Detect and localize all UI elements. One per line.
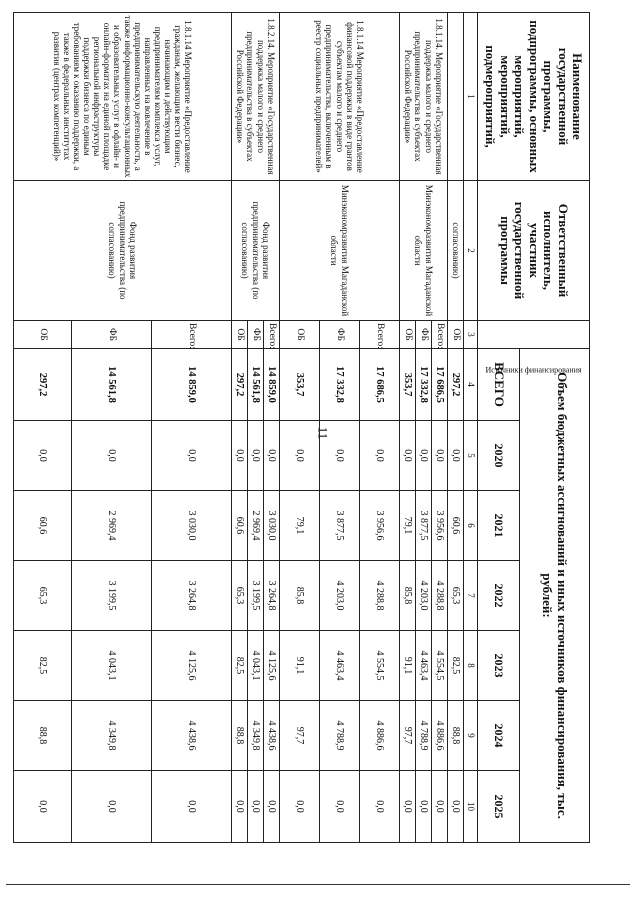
row-executor: Фонд развития предпринимательства (по согласованию)	[14, 181, 232, 321]
row-total: 17 686,5	[432, 349, 448, 421]
row-value: 79,1	[280, 491, 320, 561]
row-executor: Фонд развития предпринимательства (по согласованию)	[232, 181, 280, 321]
row-source: Всего:	[152, 321, 232, 349]
row-value: 0,0	[416, 421, 432, 491]
column-number: 2	[464, 181, 478, 321]
row-value: 0,0	[432, 421, 448, 491]
row-value: 0,0	[248, 421, 264, 491]
row-value: 65,3	[232, 561, 248, 631]
row-source: ФБ	[320, 321, 360, 349]
table-row	[432, 13, 448, 843]
row-source: ОБ	[232, 321, 248, 349]
row-source: ФБ	[72, 321, 152, 349]
row-value: 4 554,5	[360, 631, 400, 701]
header-name: Наименование государственной программы, подпрограммы, основных мероприятий, мероприятий, подмероприятий,	[478, 13, 590, 181]
table-row	[360, 13, 400, 843]
header-source: Источники финансирования	[478, 321, 590, 349]
page-number: 11	[315, 426, 331, 440]
row-value: 4 886,6	[360, 701, 400, 771]
row-value: 0,0	[400, 421, 416, 491]
row-value: 88,8	[14, 701, 72, 771]
row-executor: согласованию)	[448, 181, 464, 321]
column-number: 3	[464, 321, 478, 349]
row-source: ФБ	[248, 321, 264, 349]
row-name	[448, 13, 464, 181]
row-executor: Минэкономразвития Магаданской области	[280, 181, 400, 321]
row-value: 4 349,8	[72, 701, 152, 771]
row-value: 82,5	[232, 631, 248, 701]
row-value: 3 877,5	[416, 491, 432, 561]
row-value: 0,0	[232, 771, 248, 843]
row-value: 0,0	[264, 421, 280, 491]
row-name: 1.8.1.14 Мероприятие «Предоставление финансовой поддержки в виде грантов субъектам малого и среднего предпринимательства, включенным в реестр социальных предпринимателей»	[280, 13, 400, 181]
row-value: 3 264,8	[264, 561, 280, 631]
budget-table	[13, 12, 590, 843]
row-value: 91,1	[400, 631, 416, 701]
bottom-rule	[6, 884, 630, 885]
row-value: 4 463,4	[320, 631, 360, 701]
row-value: 0,0	[72, 421, 152, 491]
row-value: 3 199,5	[248, 561, 264, 631]
row-value: 85,8	[400, 561, 416, 631]
header-year: 2023	[478, 631, 520, 701]
column-number: 7	[464, 561, 478, 631]
row-value: 4 886,6	[432, 701, 448, 771]
header-budget: Объем бюджетных ассигнований и иных источников финансирования, тыс. рублей:	[520, 349, 590, 843]
row-value: 4 349,8	[248, 701, 264, 771]
row-value: 4 125,6	[152, 631, 232, 701]
row-value: 0,0	[360, 771, 400, 843]
row-value: 60,6	[232, 491, 248, 561]
row-value: 3 956,6	[360, 491, 400, 561]
row-source: ОБ	[448, 321, 464, 349]
row-source: Всего:	[360, 321, 400, 349]
row-value: 4 043,1	[248, 631, 264, 701]
row-value: 4 203,0	[416, 561, 432, 631]
row-total: 353,7	[400, 349, 416, 421]
row-value: 0,0	[320, 771, 360, 843]
row-value: 4 288,8	[432, 561, 448, 631]
header-year: 2025	[478, 771, 520, 843]
row-value: 0,0	[320, 421, 360, 491]
row-source: ОБ	[400, 321, 416, 349]
row-value: 0,0	[360, 421, 400, 491]
row-value: 4 125,6	[264, 631, 280, 701]
row-total: 14 859,0	[264, 349, 280, 421]
table-row	[448, 13, 464, 843]
row-value: 4 043,1	[72, 631, 152, 701]
row-value: 0,0	[14, 771, 72, 843]
row-value: 0,0	[264, 771, 280, 843]
row-value: 2 969,4	[248, 491, 264, 561]
row-total: 353,7	[280, 349, 320, 421]
column-number: 1	[464, 13, 478, 181]
table-row	[264, 13, 280, 843]
row-source: Всего:	[264, 321, 280, 349]
row-total: 297,2	[14, 349, 72, 421]
row-name: 1.8.2.14. Мероприятие «Государственная поддержка малого и среднего предпринимательства в субъектах Российской Федерации»	[232, 13, 280, 181]
header-year: 2022	[478, 561, 520, 631]
column-number: 8	[464, 631, 478, 701]
header-year: 2021	[478, 491, 520, 561]
row-value: 82,5	[448, 631, 464, 701]
row-name: 1.8.1.14. Мероприятие «Государственная поддержка малого и среднего предпринимательства в субъектах Российской Федерации»	[400, 13, 448, 181]
row-value: 60,6	[448, 491, 464, 561]
column-number: 9	[464, 701, 478, 771]
row-value: 79,1	[400, 491, 416, 561]
row-value: 3 199,5	[72, 561, 152, 631]
row-value: 91,1	[280, 631, 320, 701]
row-value: 3 877,5	[320, 491, 360, 561]
row-value: 3 264,8	[152, 561, 232, 631]
row-value: 60,6	[14, 491, 72, 561]
table-row	[152, 13, 232, 843]
column-number: 6	[464, 491, 478, 561]
row-value: 0,0	[280, 771, 320, 843]
header-year: 2020	[478, 421, 520, 491]
row-value: 0,0	[400, 771, 416, 843]
row-value: 82,5	[14, 631, 72, 701]
row-value: 0,0	[448, 421, 464, 491]
row-total: 297,2	[232, 349, 248, 421]
header-year: 2024	[478, 701, 520, 771]
row-value: 0,0	[280, 421, 320, 491]
row-value: 2 969,4	[72, 491, 152, 561]
row-value: 0,0	[152, 421, 232, 491]
row-value: 4 788,9	[416, 701, 432, 771]
row-total: 14 859,0	[152, 349, 232, 421]
row-value: 0,0	[248, 771, 264, 843]
row-value: 85,8	[280, 561, 320, 631]
row-source: ОБ	[14, 321, 72, 349]
row-total: 297,2	[448, 349, 464, 421]
row-total: 14 561,8	[72, 349, 152, 421]
row-value: 0,0	[448, 771, 464, 843]
row-value: 0,0	[14, 421, 72, 491]
column-number: 4	[464, 349, 478, 421]
row-executor: Минэкономразвития Магаданской области	[400, 181, 448, 321]
row-total: 14 561,8	[248, 349, 264, 421]
row-value: 3 030,0	[152, 491, 232, 561]
row-total: 17 332,8	[416, 349, 432, 421]
column-number: 5	[464, 421, 478, 491]
row-value: 4 463,4	[416, 631, 432, 701]
row-value: 4 554,5	[432, 631, 448, 701]
row-source: ФБ	[416, 321, 432, 349]
row-value: 65,3	[448, 561, 464, 631]
row-value: 3 030,0	[264, 491, 280, 561]
rotated-table-container	[37, 12, 590, 842]
row-value: 4 438,6	[264, 701, 280, 771]
row-value: 88,8	[232, 701, 248, 771]
row-value: 97,7	[280, 701, 320, 771]
row-value: 3 956,6	[432, 491, 448, 561]
row-value: 4 203,0	[320, 561, 360, 631]
row-value: 0,0	[152, 771, 232, 843]
row-value: 0,0	[72, 771, 152, 843]
row-value: 65,3	[14, 561, 72, 631]
row-value: 4 288,8	[360, 561, 400, 631]
row-value: 97,7	[400, 701, 416, 771]
row-value: 4 438,6	[152, 701, 232, 771]
row-total: 17 332,8	[320, 349, 360, 421]
row-source: ОБ	[280, 321, 320, 349]
row-value: 4 788,9	[320, 701, 360, 771]
row-source: Всего:	[432, 321, 448, 349]
row-value: 88,8	[448, 701, 464, 771]
row-value: 0,0	[416, 771, 432, 843]
row-total: 17 686,5	[360, 349, 400, 421]
row-name: 1.8.1.14 Мероприятие «Предоставление гражданам, желающим вести бизнес, начинающим и действующим предпринимателям комплекса услуг, направленных на вовлечение в предпринимательскую деятельность, а также информационно-консультационных и образовательных услуг в офлайн- и онлайн-форматах на единой площадке региональной инфраструктуры поддержки бизнеса по единым требованиям к оказанию поддержки, а также в федеральных институтах развития (центрах компетенций)»	[14, 13, 232, 181]
header-executor: Ответственный исполнитель, участник государственной программы	[478, 181, 590, 321]
header-total: ВСЕГО	[478, 349, 520, 421]
row-value: 0,0	[432, 771, 448, 843]
row-value: 0,0	[232, 421, 248, 491]
column-number: 10	[464, 771, 478, 843]
